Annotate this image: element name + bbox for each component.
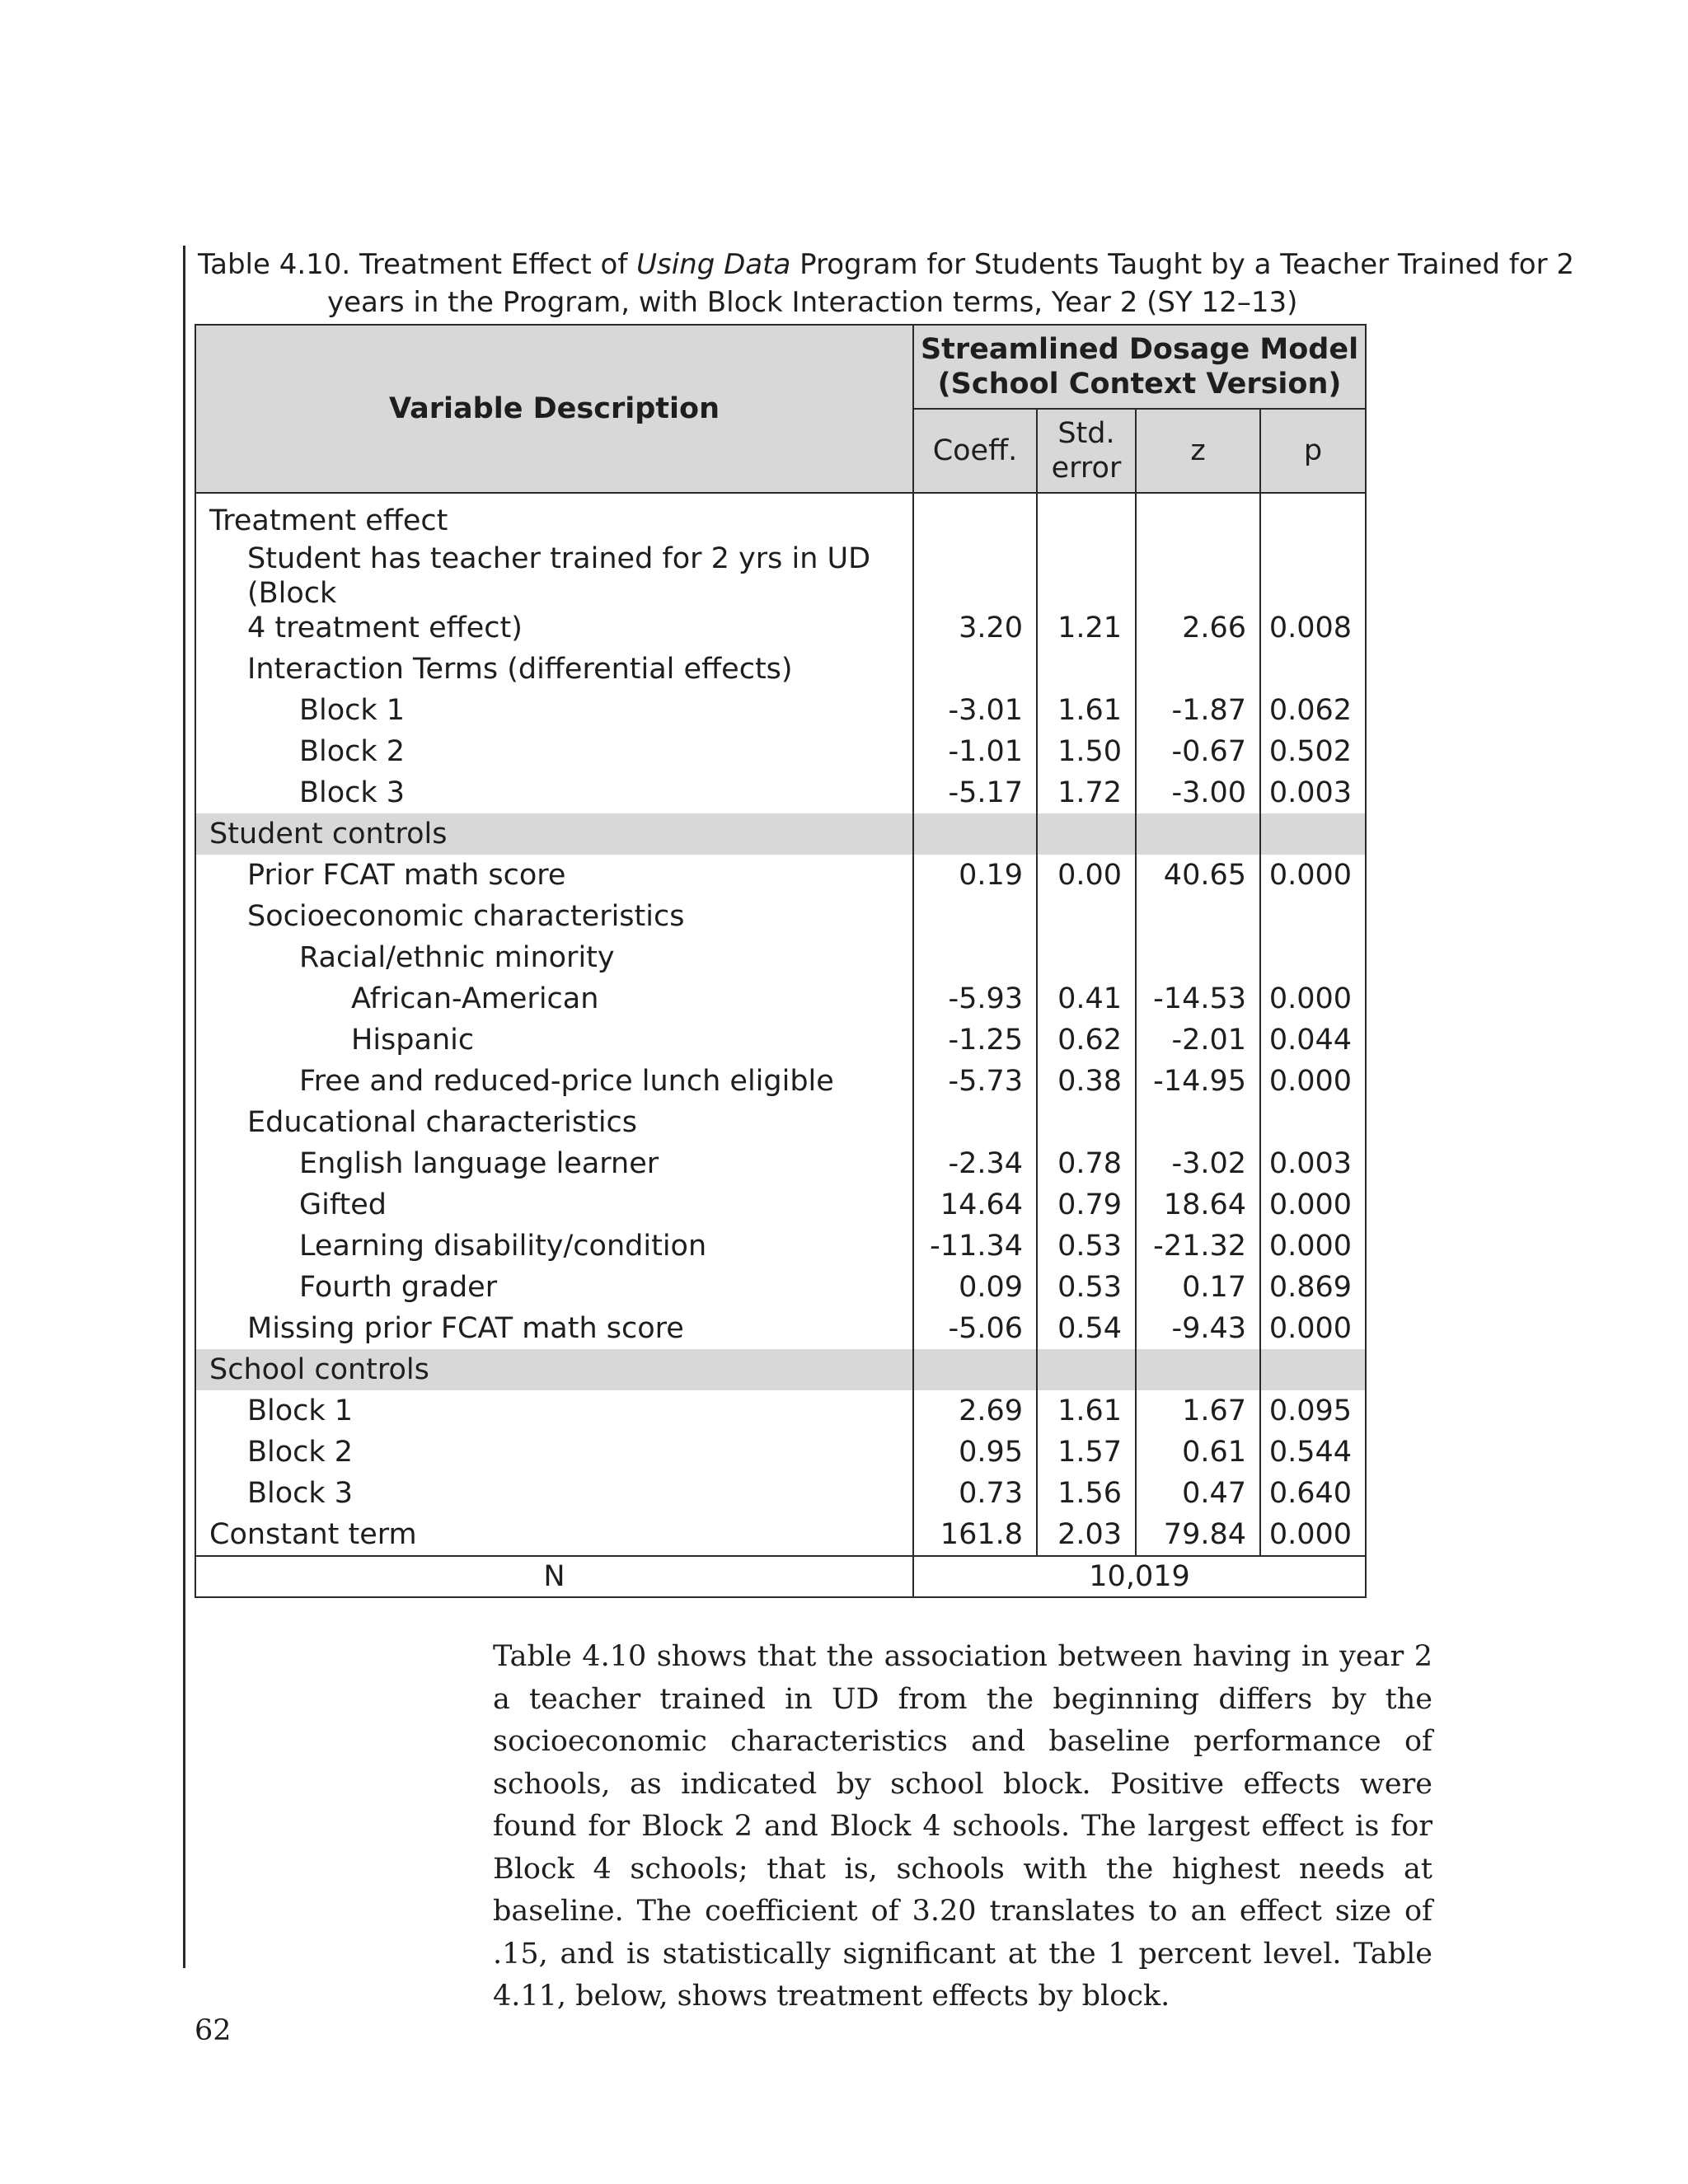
p-cell: 0.095 [1260,1390,1366,1432]
z-header: z [1136,409,1260,493]
std-error-cell [1037,937,1136,978]
p-cell: 0.000 [1260,1514,1366,1556]
coeff-cell: -5.17 [913,772,1037,813]
std-error-cell [1037,493,1136,541]
row-label: Interaction Terms (differential effects) [195,649,913,690]
std-error-cell: 1.61 [1037,1390,1136,1432]
margin-rule [183,246,185,1968]
row-label: Block 2 [195,731,913,772]
z-cell: -1.87 [1136,690,1260,731]
coeff-cell: 0.09 [913,1267,1037,1308]
sample-size-row [195,1556,1366,1597]
p-cell [1260,813,1366,855]
table-row [195,855,1366,896]
row-label: Block 2 [195,1432,913,1473]
z-cell [1136,937,1260,978]
p-cell [1260,896,1366,937]
row-label: Gifted [195,1184,913,1226]
table-row [195,937,1366,978]
coeff-cell: 0.95 [913,1432,1037,1473]
z-cell: -3.00 [1136,772,1260,813]
row-label: Missing prior FCAT math score [195,1308,913,1349]
std-error-cell: 0.53 [1037,1267,1136,1308]
std-error-cell: 2.03 [1037,1514,1136,1556]
row-label: Learning disability/condition [195,1226,913,1267]
table-row [195,896,1366,937]
table-row [195,1432,1366,1473]
z-cell: -14.95 [1136,1061,1260,1102]
std-error-cell [1037,1102,1136,1143]
model-header-line-2: (School Context Version) [937,368,1342,401]
z-cell [1136,493,1260,541]
row-label: Socioeconomic characteristics [195,896,913,937]
p-cell: 0.008 [1260,541,1366,649]
coeff-cell [913,493,1037,541]
z-cell: -21.32 [1136,1226,1260,1267]
std-error-header [1037,409,1136,493]
coeff-cell: -5.06 [913,1308,1037,1349]
table-row [195,1514,1366,1556]
table-row [195,493,1366,541]
table-row [195,690,1366,731]
table-row [195,772,1366,813]
section-row [195,813,1366,855]
caption-prefix: Table 4.10. Treatment Effect of [198,248,637,281]
table-row [195,1061,1366,1102]
std-error-cell [1037,896,1136,937]
row-label: Treatment effect [195,493,913,541]
z-cell [1136,896,1260,937]
table-row [195,1019,1366,1061]
row-label: Prior FCAT math score [195,855,913,896]
p-cell: 0.062 [1260,690,1366,731]
row-label: Hispanic [195,1019,913,1061]
coeff-cell: -1.25 [913,1019,1037,1061]
coeff-cell: 3.20 [913,541,1037,649]
coeff-cell [913,1349,1037,1390]
p-cell: 0.003 [1260,772,1366,813]
row-label: Fourth grader [195,1267,913,1308]
z-cell: -14.53 [1136,978,1260,1019]
coeff-cell [913,813,1037,855]
table-row [195,1473,1366,1514]
table-row [195,541,1366,649]
p-cell: 0.000 [1260,1061,1366,1102]
p-cell: 0.044 [1260,1019,1366,1061]
coeff-cell: -11.34 [913,1226,1037,1267]
row-label: Block 1 [195,690,913,731]
row-label: Educational characteristics [195,1102,913,1143]
p-cell: 0.000 [1260,978,1366,1019]
coeff-cell: -3.01 [913,690,1037,731]
std-error-cell [1037,813,1136,855]
regression-table [195,324,1367,1598]
table-row [195,1102,1366,1143]
std-error-header-line-1: Std. [1057,417,1115,450]
coeff-header: Coeff. [913,409,1037,493]
z-cell: 79.84 [1136,1514,1260,1556]
z-cell: -9.43 [1136,1308,1260,1349]
coeff-cell: -1.01 [913,731,1037,772]
section-row [195,1349,1366,1390]
p-cell [1260,1102,1366,1143]
std-error-cell: 0.62 [1037,1019,1136,1061]
row-label: Constant term [195,1514,913,1556]
p-cell: 0.544 [1260,1432,1366,1473]
row-label: Racial/ethnic minority [195,937,913,978]
page-number: 62 [195,2014,232,2047]
row-label: Free and reduced-price lunch eligible [195,1061,913,1102]
std-error-cell: 0.79 [1037,1184,1136,1226]
coeff-cell: 2.69 [913,1390,1037,1432]
std-error-cell: 1.72 [1037,772,1136,813]
row-label: African-American [195,978,913,1019]
sample-size-label: N [195,1556,913,1597]
std-error-cell: 1.21 [1037,541,1136,649]
std-error-header-line-2: error [1051,452,1122,485]
std-error-cell: 1.56 [1037,1473,1136,1514]
p-cell: 0.869 [1260,1267,1366,1308]
p-cell: 0.000 [1260,1184,1366,1226]
std-error-cell [1037,649,1136,690]
coeff-cell: -2.34 [913,1143,1037,1184]
caption-line-2: years in the Program, with Block Interaction terms, Year 2 (SY 12–13) [327,286,1298,319]
table-caption [198,246,1574,321]
z-cell: 2.66 [1136,541,1260,649]
coeff-cell [913,649,1037,690]
coeff-cell: 0.19 [913,855,1037,896]
std-error-cell: 1.50 [1037,731,1136,772]
coeff-cell: 14.64 [913,1184,1037,1226]
model-header-line-1: Streamlined Dosage Model [920,333,1359,366]
std-error-cell: 0.00 [1037,855,1136,896]
p-header: p [1260,409,1366,493]
std-error-cell: 1.61 [1037,690,1136,731]
z-cell [1136,1102,1260,1143]
p-cell: 0.640 [1260,1473,1366,1514]
row-label: Block 3 [195,772,913,813]
header-row-1 [195,325,1366,409]
table-row [195,978,1366,1019]
table-row [195,1143,1366,1184]
z-cell: 40.65 [1136,855,1260,896]
table-row [195,649,1366,690]
table-row [195,1308,1366,1349]
std-error-cell: 0.53 [1037,1226,1136,1267]
p-cell [1260,493,1366,541]
p-cell: 0.003 [1260,1143,1366,1184]
z-cell [1136,649,1260,690]
row-label: Block 1 [195,1390,913,1432]
std-error-cell: 0.41 [1037,978,1136,1019]
coeff-cell: -5.93 [913,978,1037,1019]
caption-suffix: Program for Students Taught by a Teacher Trained for 2 [790,248,1574,281]
std-error-cell: 0.38 [1037,1061,1136,1102]
z-cell [1136,1349,1260,1390]
z-cell: 0.17 [1136,1267,1260,1308]
row-label-line-1: Student has teacher trained for 2 yrs in UD (Block [247,542,871,610]
z-cell: 0.47 [1136,1473,1260,1514]
p-cell: 0.000 [1260,1226,1366,1267]
table-row [195,731,1366,772]
p-cell [1260,1349,1366,1390]
row-label: Block 3 [195,1473,913,1514]
p-cell: 0.000 [1260,1308,1366,1349]
z-cell: 18.64 [1136,1184,1260,1226]
model-header [913,325,1366,409]
row-label: English language learner [195,1143,913,1184]
table-row [195,1267,1366,1308]
coeff-cell [913,937,1037,978]
coeff-cell: 161.8 [913,1514,1037,1556]
coeff-cell: -5.73 [913,1061,1037,1102]
std-error-cell: 1.57 [1037,1432,1136,1473]
p-cell [1260,937,1366,978]
p-cell [1260,649,1366,690]
table-row [195,1390,1366,1432]
sample-size-value: 10,019 [913,1556,1366,1597]
std-error-cell: 0.78 [1037,1143,1136,1184]
table-row [195,1226,1366,1267]
coeff-cell: 0.73 [913,1473,1037,1514]
p-cell: 0.502 [1260,731,1366,772]
section-label: School controls [195,1349,913,1390]
table-row [195,1184,1366,1226]
row-label [195,541,913,649]
variable-description-header: Variable Description [195,325,913,493]
coeff-cell [913,896,1037,937]
z-cell: 0.61 [1136,1432,1260,1473]
z-cell: -3.02 [1136,1143,1260,1184]
z-cell: 1.67 [1136,1390,1260,1432]
p-cell: 0.000 [1260,855,1366,896]
std-error-cell [1037,1349,1136,1390]
coeff-cell [913,1102,1037,1143]
caption-program-name: Using Data [636,248,791,281]
row-label-line-2: 4 treatment effect) [247,612,523,644]
z-cell: -0.67 [1136,731,1260,772]
std-error-cell: 0.54 [1037,1308,1136,1349]
z-cell: -2.01 [1136,1019,1260,1061]
body-paragraph: Table 4.10 shows that the association between having in year 2 a teacher trained in UD from the beginning differs by the socioeconomic characteristics and baseline performance of schools, as indicated by school block. Positive effects were found for Block 2 and Block 4 schools. The largest effect is for Block 4 schools; that is, schools with the highest needs at baseline. The coefficient of 3.20 translates to an effect size of .15, and is statistically significant at the 1 percent level. Table 4.11, below, shows treatment effects by block. [493,1640,1432,2013]
section-label: Student controls [195,813,913,855]
z-cell [1136,813,1260,855]
